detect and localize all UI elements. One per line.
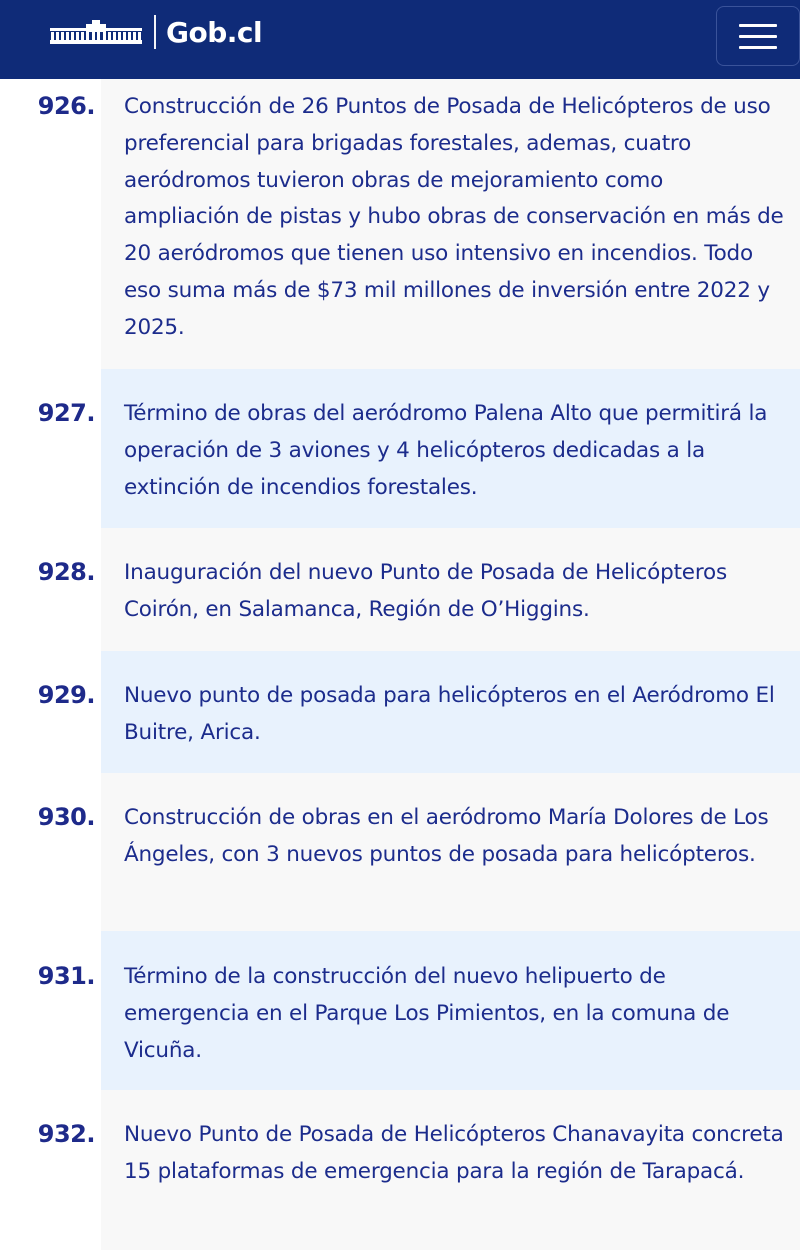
item-text: Nuevo punto de posada para helicópteros en el Aeródromo El Buitre, Arica.	[124, 683, 775, 745]
item-number: 930.	[37, 803, 95, 831]
item-text: Inauguración del nuevo Punto de Posada de Helicópteros Coirón, en Salamanca, Región de O’Higgins.	[124, 560, 727, 622]
item-text: Construcción de 26 Puntos de Posada de Helicópteros de uso preferencial para brigadas forestales, ademas, cuatro aeródromos tuvieron obras de mejoramiento como ampliación de pistas y hubo obras de conservación en más de 20 aeródromos que tienen uso intensivo en incendios. Todo eso suma más de $73 mil millones de inversión entre 2022 y 2025.	[124, 94, 784, 340]
brand-name: Gob.cl	[166, 15, 263, 49]
site-header	[0, 0, 800, 79]
hamburger-menu-icon	[739, 24, 777, 27]
item-number: 928.	[37, 558, 95, 586]
list-item	[0, 369, 800, 528]
list-item	[0, 931, 800, 1090]
item-number: 926.	[37, 92, 95, 120]
item-number: 932.	[37, 1120, 95, 1148]
list-item	[0, 773, 800, 931]
menu-button[interactable]	[716, 6, 800, 66]
brand-divider	[154, 15, 156, 49]
list-item	[0, 79, 800, 369]
list-item	[0, 528, 800, 651]
item-number: 927.	[37, 399, 95, 427]
item-text: Término de la construcción del nuevo helipuerto de emergencia en el Parque Los Pimientos, en la comuna de Vicuña.	[124, 964, 730, 1063]
hamburger-menu-icon-bar	[739, 35, 777, 38]
list-item	[0, 1090, 800, 1250]
item-number: 929.	[37, 681, 95, 709]
hamburger-menu-icon-bar	[739, 46, 777, 49]
government-building-icon	[50, 20, 142, 44]
item-text: Término de obras del aeródromo Palena Alto que permitirá la operación de 3 aviones y 4 helicópteros dedicadas a la extinción de incendios forestales.	[124, 401, 768, 500]
list-item	[0, 651, 800, 773]
item-text: Nuevo Punto de Posada de Helicópteros Chanavayita concreta 15 plataformas de emergencia para la región de Tarapacá.	[124, 1122, 784, 1184]
item-number: 931.	[37, 962, 95, 990]
brand-home-link[interactable]	[50, 14, 262, 50]
item-text: Construcción de obras en el aeródromo María Dolores de Los Ángeles, con 3 nuevos puntos de posada para helicópteros.	[124, 805, 769, 867]
